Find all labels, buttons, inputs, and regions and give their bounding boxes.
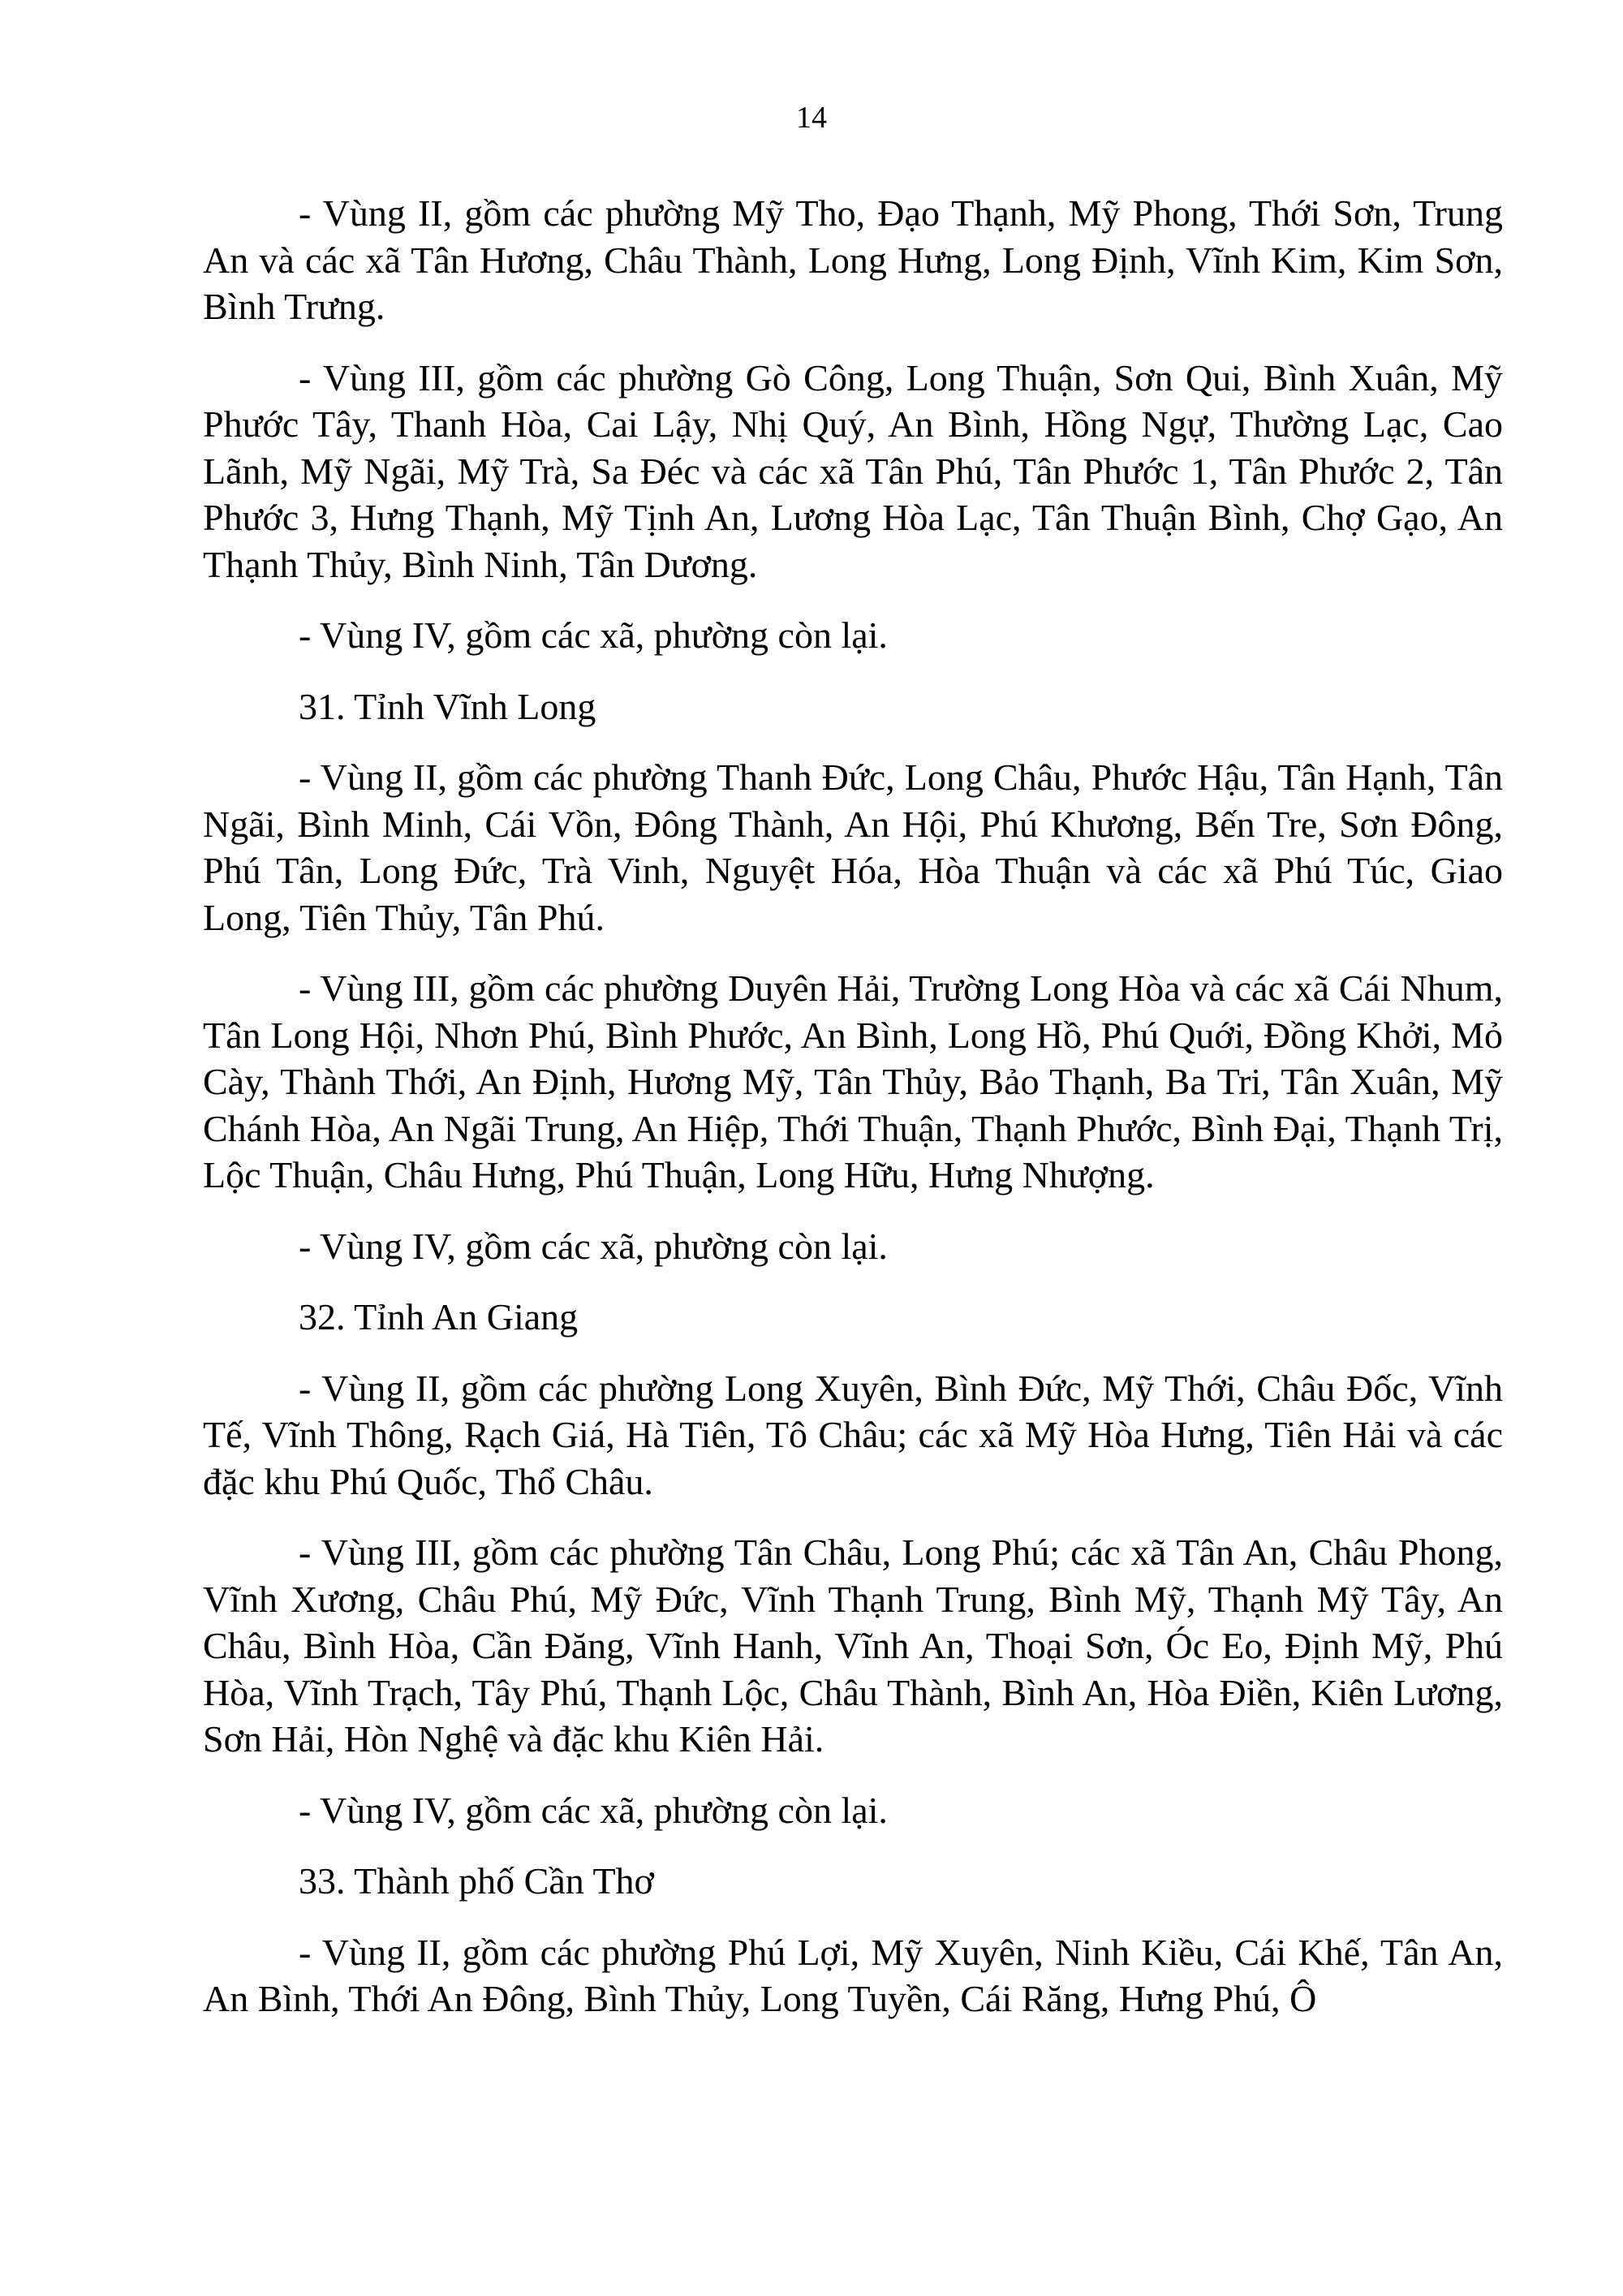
paragraph-an-giang-vung-2: - Vùng II, gồm các phường Long Xuyên, Bình Đức, Mỹ Thới, Châu Đốc, Vĩnh Tế, Vĩnh Thông, Rạch Giá, Hà Tiên, Tô Châu; các xã Mỹ Hòa Hưng, Tiên Hải và các đặc khu Phú Quốc, Thổ Châu. bbox=[203, 1367, 1503, 1502]
section-heading-an-giang: 32. Tỉnh An Giang bbox=[299, 1296, 579, 1338]
paragraph-vinh-long-vung-4: - Vùng IV, gồm các xã, phường còn lại. bbox=[299, 1225, 888, 1267]
paragraph-vinh-long-vung-2: - Vùng II, gồm các phường Thanh Đức, Long Châu, Phước Hậu, Tân Hạnh, Tân Ngãi, Bình Minh, Cái Vồn, Đông Thành, An Hội, Phú Khương, Bến Tre, Sơn Đông, Phú Tân, Long Đức, Trà Vinh, Nguyệt Hóa, Hòa Thuận và các xã Phú Túc, Giao Long, Tiên Thủy, Tân Phú. bbox=[203, 756, 1503, 938]
paragraph-an-giang-vung-3: - Vùng III, gồm các phường Tân Châu, Long Phú; các xã Tân An, Châu Phong, Vĩnh Xương, Châu Phú, Mỹ Đức, Vĩnh Thạnh Trung, Bình Mỹ, Thạnh Mỹ Tây, An Châu, Bình Hòa, Cần Đăng, Vĩnh Hanh, Vĩnh An, Thoại Sơn, Óc Eo, Định Mỹ, Phú Hòa, Vĩnh Trạch, Tây Phú, Thạnh Lộc, Châu Thành, Bình An, Hòa Điền, Kiên Lương, Sơn Hải, Hòn Nghệ và đặc khu Kiên Hải. bbox=[203, 1531, 1503, 1760]
paragraph-tien-giang-vung-3: - Vùng III, gồm các phường Gò Công, Long Thuận, Sơn Qui, Bình Xuân, Mỹ Phước Tây, Thanh Hòa, Cai Lậy, Nhị Quý, An Bình, Hồng Ngự, Thường Lạc, Cao Lãnh, Mỹ Ngãi, Mỹ Trà, Sa Đéc và các xã Tân Phú, Tân Phước 1, Tân Phước 2, Tân Phước 3, Hưng Thạnh, Mỹ Tịnh An, Lương Hòa Lạc, Tân Thuận Bình, Chợ Gạo, An Thạnh Thủy, Bình Ninh, Tân Dương. bbox=[203, 356, 1503, 585]
page-number: 14 bbox=[796, 101, 827, 135]
section-heading-vinh-long: 31. Tỉnh Vĩnh Long bbox=[299, 685, 596, 727]
paragraph-tien-giang-vung-2: - Vùng II, gồm các phường Mỹ Tho, Đạo Thạnh, Mỹ Phong, Thới Sơn, Trung An và các xã Tân Hương, Châu Thành, Long Hưng, Long Định, Vĩnh Kim, Kim Sơn, Bình Trưng. bbox=[203, 192, 1503, 327]
paragraph-can-tho-vung-2: - Vùng II, gồm các phường Phú Lợi, Mỹ Xuyên, Ninh Kiều, Cái Khế, Tân An, An Bình, Thới An Đông, Bình Thủy, Long Tuyền, Cái Răng, Hưng Phú, Ô bbox=[203, 1931, 1503, 2019]
paragraph-tien-giang-vung-4: - Vùng IV, gồm các xã, phường còn lại. bbox=[299, 614, 888, 656]
document-body bbox=[203, 190, 1503, 2047]
paragraph-an-giang-vung-4: - Vùng IV, gồm các xã, phường còn lại. bbox=[299, 1789, 888, 1831]
section-heading-can-tho: 33. Thành phố Cần Thơ bbox=[299, 1860, 654, 1902]
paragraph-vinh-long-vung-3: - Vùng III, gồm các phường Duyên Hải, Trường Long Hòa và các xã Cái Nhum, Tân Long Hội, Nhơn Phú, Bình Phước, An Bình, Long Hồ, Phú Quới, Đồng Khởi, Mỏ Cày, Thành Thới, An Định, Hương Mỹ, Tân Thủy, Bảo Thạnh, Ba Tri, Tân Xuân, Mỹ Chánh Hòa, An Ngãi Trung, An Hiệp, Thới Thuận, Thạnh Phước, Bình Đại, Thạnh Trị, Lộc Thuận, Châu Hưng, Phú Thuận, Long Hữu, Hưng Nhượng. bbox=[203, 967, 1503, 1195]
